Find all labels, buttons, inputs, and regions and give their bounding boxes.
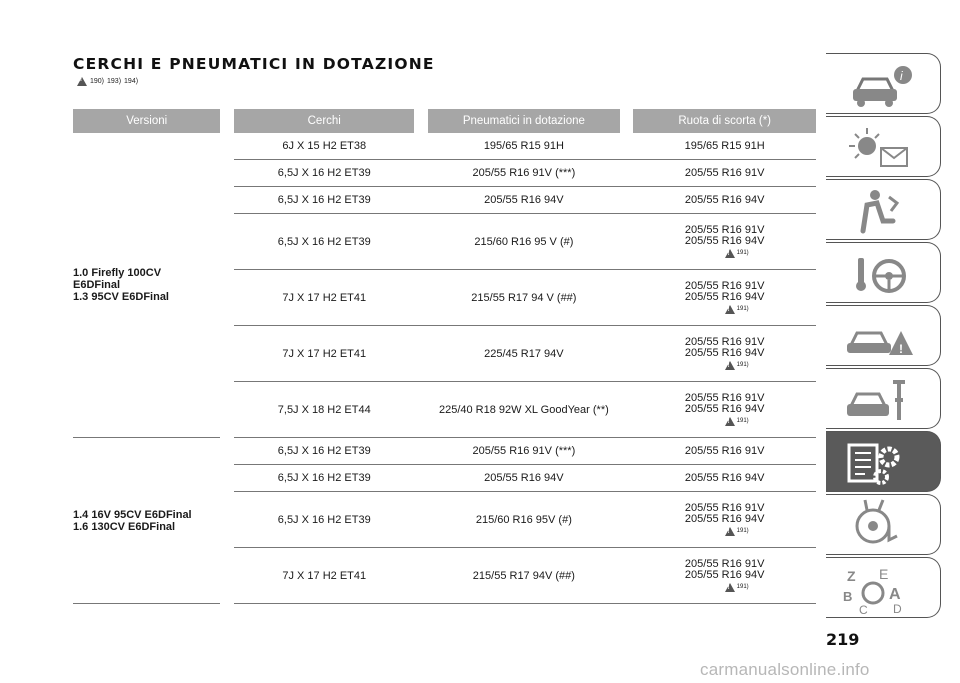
gap-cell [620, 326, 634, 382]
gap-cell [620, 187, 634, 214]
spare-value: 205/55 R16 91V [684, 335, 765, 348]
spare-cell [633, 465, 816, 492]
spare-note [633, 416, 816, 427]
gap-cell [620, 465, 634, 492]
gap-cell [620, 382, 634, 438]
spare-value: 205/55 R16 94V [684, 234, 765, 247]
header-cerchi: Cerchi [234, 109, 414, 133]
warning-triangle-icon [725, 305, 735, 314]
spare-value: 205/55 R16 94V [684, 512, 765, 525]
spare-value: 205/55 R16 94V [684, 290, 765, 303]
chapter-tab-5[interactable] [826, 368, 941, 429]
spare-value: 205/55 R16 91V [684, 444, 765, 457]
spare-note [633, 304, 816, 315]
spare-cell [633, 270, 816, 326]
gap-cell [414, 160, 428, 187]
tyre-cell: 205/55 R16 91V (***) [428, 160, 620, 187]
svg-text:!: ! [899, 342, 903, 356]
tyre-cell: 195/65 R15 91H [428, 133, 620, 160]
seat-airbag-icon [832, 181, 922, 239]
rim-cell: 6J X 15 H2 ET38 [234, 133, 414, 160]
rim-cell: 6,5J X 16 H2 ET39 [234, 465, 414, 492]
table-row [73, 133, 816, 160]
rim-cell: 6,5J X 16 H2 ET39 [234, 160, 414, 187]
gap-cell [414, 438, 428, 465]
chapter-tab-8[interactable] [826, 557, 941, 618]
header-ruota-scorta: Ruota di scorta (*) [633, 109, 816, 133]
note-ref: 191) [736, 583, 749, 590]
warning-triangle-icon [725, 583, 735, 592]
chapter-tab-0[interactable] [826, 53, 941, 114]
spare-value: 205/55 R16 94V [684, 471, 765, 484]
alphabetical-index-icon [832, 559, 922, 617]
spare-note [633, 248, 816, 259]
multimedia-icon [832, 496, 922, 554]
car-warning-icon [832, 307, 922, 365]
gap-cell [414, 214, 428, 270]
gap-cell [620, 492, 634, 548]
spare-value: 195/65 R15 91H [684, 139, 765, 152]
version-line: E6DFinal [73, 279, 121, 291]
tyre-cell: 215/55 R17 94 V (##) [428, 270, 620, 326]
page-title: CERCHI E PNEUMATICI IN DOTAZIONE [73, 55, 435, 73]
spare-value: 205/55 R16 91V [684, 557, 765, 570]
rim-cell: 7,5J X 18 H2 ET44 [234, 382, 414, 438]
note-ref: 191) [736, 361, 749, 368]
warning-triangle-icon [725, 417, 735, 426]
tyre-cell: 215/60 R16 95V (#) [428, 492, 620, 548]
gap-cell [414, 382, 428, 438]
gap-cell [620, 133, 634, 160]
car-service-tools-icon [832, 370, 922, 428]
wheels-tyres-table [73, 109, 816, 604]
spare-value: 205/55 R16 91V [684, 166, 765, 179]
svg-text:Z: Z [847, 568, 856, 584]
spare-value: 205/55 R16 94V [684, 346, 765, 359]
spare-cell [633, 187, 816, 214]
rim-cell: 7J X 17 H2 ET41 [234, 548, 414, 604]
warning-triangle-icon [77, 77, 87, 86]
gap-cell [414, 270, 428, 326]
chapter-tab-3[interactable] [826, 242, 941, 303]
gap-cell [414, 133, 428, 160]
gap-cell [620, 214, 634, 270]
rim-cell: 6,5J X 16 H2 ET39 [234, 187, 414, 214]
svg-text:E: E [879, 566, 889, 582]
spare-value: 205/55 R16 91V [684, 279, 765, 292]
tyre-cell: 205/55 R16 94V [428, 465, 620, 492]
version-line: 1.3 95CV E6DFinal [73, 291, 169, 303]
spare-note [633, 360, 816, 371]
note-ref: 191) [736, 417, 749, 424]
spare-note [633, 582, 816, 593]
svg-text:C: C [859, 603, 868, 617]
chapter-tab-6[interactable] [826, 431, 941, 492]
page-number: 219 [826, 630, 860, 649]
ref-193: 193) [107, 78, 122, 85]
spare-note [633, 526, 816, 537]
rim-cell: 6,5J X 16 H2 ET39 [234, 492, 414, 548]
gap-cell [414, 187, 428, 214]
gap-cell [620, 438, 634, 465]
key-steering-wheel-icon [832, 244, 922, 302]
warning-references [77, 77, 138, 86]
gap-cell [620, 160, 634, 187]
spare-cell [633, 326, 816, 382]
note-ref: 191) [736, 305, 749, 312]
spare-value: 205/55 R16 94V [684, 193, 765, 206]
chapter-tab-2[interactable] [826, 179, 941, 240]
header-versioni: Versioni [73, 109, 220, 133]
tyre-cell: 205/55 R16 94V [428, 187, 620, 214]
rim-cell: 6,5J X 16 H2 ET39 [234, 438, 414, 465]
gap-cell [620, 548, 634, 604]
svg-text:i: i [900, 69, 903, 83]
version-line: 1.6 130CV E6DFinal [73, 520, 176, 533]
tyre-cell: 215/55 R17 94V (##) [428, 548, 620, 604]
tyre-cell: 205/55 R16 91V (***) [428, 438, 620, 465]
rim-cell: 7J X 17 H2 ET41 [234, 270, 414, 326]
version-cell [73, 438, 220, 604]
gap-cell [414, 492, 428, 548]
spare-cell [633, 133, 816, 160]
gap-cell [414, 326, 428, 382]
spare-value: 205/55 R16 94V [684, 568, 765, 581]
chapter-tab-7[interactable] [826, 494, 941, 555]
watermark: carmanualsonline.info [700, 660, 870, 679]
rim-cell: 6,5J X 16 H2 ET39 [234, 214, 414, 270]
rim-cell: 7J X 17 H2 ET41 [234, 326, 414, 382]
note-ref: 191) [736, 527, 749, 534]
spare-cell [633, 438, 816, 465]
gap-cell [414, 548, 428, 604]
spare-value: 205/55 R16 94V [684, 402, 765, 415]
svg-text:A: A [889, 586, 901, 603]
tyre-cell: 215/60 R16 95 V (#) [428, 214, 620, 270]
ref-194: 194) [124, 78, 139, 85]
gap-cell [414, 465, 428, 492]
tyre-cell: 225/45 R17 94V [428, 326, 620, 382]
spare-cell [633, 492, 816, 548]
header-pneumatici: Pneumatici in dotazione [428, 109, 620, 133]
table-header-row [73, 109, 816, 133]
tyre-cell: 225/40 R18 92W XL GoodYear (**) [428, 382, 620, 438]
chapter-tab-1[interactable] [826, 116, 941, 177]
svg-text:B: B [843, 589, 853, 604]
spare-value: 205/55 R16 91V [684, 391, 765, 404]
version-cell [73, 133, 220, 438]
gap-cell [620, 270, 634, 326]
spare-value: 205/55 R16 91V [684, 223, 765, 236]
note-ref: 191) [736, 249, 749, 256]
technical-data-gears-icon [832, 433, 922, 491]
ref-190: 190) [90, 78, 105, 85]
spare-cell [633, 214, 816, 270]
warning-triangle-icon [725, 527, 735, 536]
table-row [73, 438, 816, 465]
chapter-tab-4[interactable] [826, 305, 941, 366]
warning-triangle-icon [725, 249, 735, 258]
svg-text:D: D [893, 602, 902, 616]
spare-cell [633, 548, 816, 604]
warning-triangle-icon [725, 361, 735, 370]
version-line: 1.4 16V 95CV E6DFinal [73, 508, 192, 521]
spare-cell [633, 160, 816, 187]
spare-cell [633, 382, 816, 438]
lights-envelope-icon [832, 118, 922, 176]
car-info-icon [832, 55, 922, 113]
version-line: 1.0 Firefly 100CV [73, 267, 162, 279]
spare-value: 205/55 R16 91V [684, 501, 765, 514]
